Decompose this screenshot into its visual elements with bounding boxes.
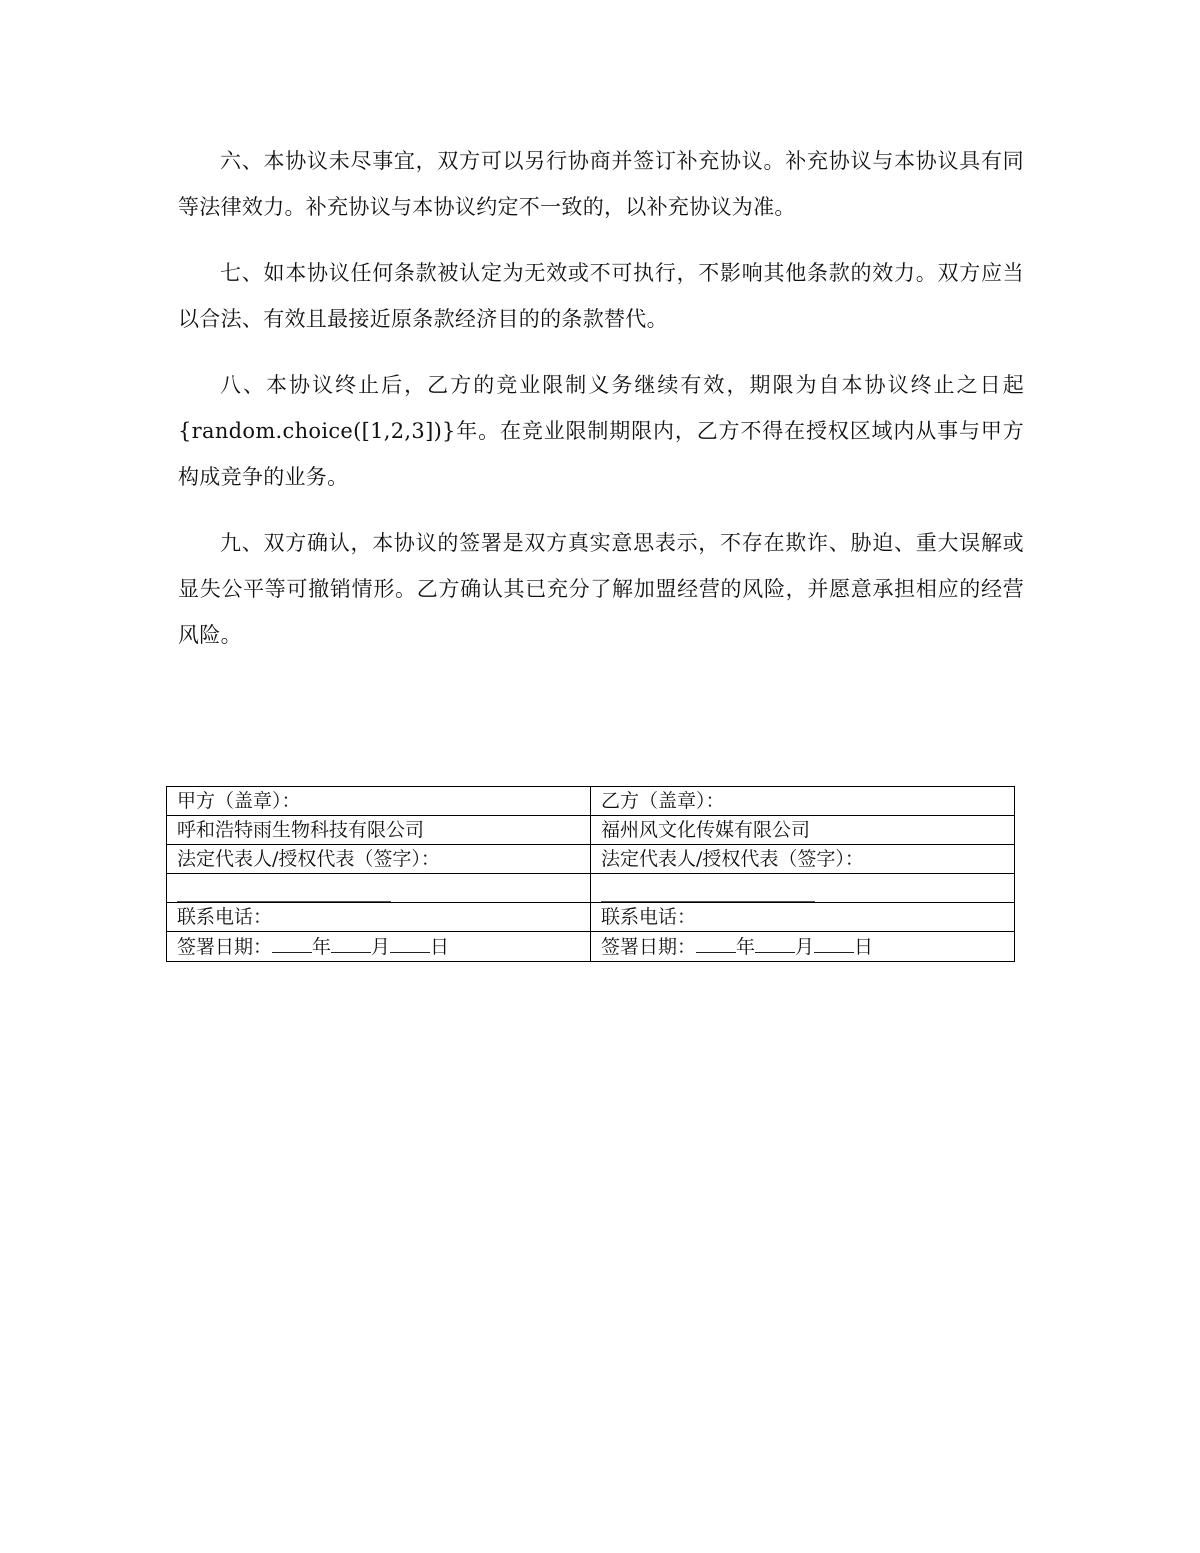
party-a-year-label: 年: [312, 936, 332, 958]
party-a-date-cell: [167, 932, 591, 962]
party-a-phone-label: 联系电话：: [167, 903, 591, 932]
party-b-company: 福州风文化传媒有限公司: [591, 816, 1015, 845]
party-a-day-blank[interactable]: [390, 932, 430, 953]
party-b-date-label: 签署日期：: [601, 936, 697, 958]
party-a-month-label: 月: [371, 936, 391, 958]
party-b-date-cell: [591, 932, 1015, 962]
party-a-day-label: 日: [430, 936, 450, 958]
party-b-year-label: 年: [736, 936, 756, 958]
party-a-seal-label: 甲方（盖章）：: [167, 787, 591, 816]
party-a-company: 呼和浩特雨生物科技有限公司: [167, 816, 591, 845]
company-row: [167, 816, 1015, 845]
phone-row: [167, 903, 1015, 932]
party-a-date-label: 签署日期：: [177, 936, 273, 958]
date-row: [167, 932, 1015, 962]
signature-table: [166, 786, 1015, 962]
party-a-month-blank[interactable]: [331, 932, 371, 953]
clause-8: 八、本协议终止后，乙方的竞业限制义务继续有效，期限为自本协议终止之日起{random.choice([1,2,3])}年。在竞业限制期限内，乙方不得在授权区域内从事与甲方构成竞争的业务。: [178, 373, 1024, 489]
clause-6: 六、本协议未尽事宜，双方可以另行协商并签订补充协议。补充协议与本协议具有同等法律效力。补充协议与本协议约定不一致的，以补充协议为准。: [178, 149, 1024, 219]
party-a-year-blank[interactable]: [272, 932, 312, 953]
party-b-seal-label: 乙方（盖章）：: [591, 787, 1015, 816]
agreement-clauses: [178, 138, 1024, 678]
party-b-phone-label: 联系电话：: [591, 903, 1015, 932]
party-b-month-label: 月: [795, 936, 815, 958]
clause-7: 七、如本协议任何条款被认定为无效或不可执行，不影响其他条款的效力。双方应当以合法、有效且最接近原条款经济目的的条款替代。: [178, 261, 1024, 331]
party-b-day-label: 日: [854, 936, 874, 958]
party-a-signature-cell: [167, 874, 591, 903]
representative-row: [167, 845, 1015, 874]
signature-line-row: [167, 874, 1015, 903]
seal-row: [167, 787, 1015, 816]
clause-9: 九、双方确认，本协议的签署是双方真实意思表示，不存在欺诈、胁迫、重大误解或显失公平等可撤销情形。乙方确认其已充分了解加盟经营的风险，并愿意承担相应的经营风险。: [178, 531, 1024, 647]
party-b-month-blank[interactable]: [755, 932, 795, 953]
party-b-rep-label: 法定代表人/授权代表（签字）：: [591, 845, 1015, 874]
party-a-signature-line[interactable]: [177, 879, 391, 902]
party-b-signature-line[interactable]: [601, 879, 815, 902]
party-b-year-blank[interactable]: [696, 932, 736, 953]
party-b-day-blank[interactable]: [814, 932, 854, 953]
party-a-rep-label: 法定代表人/授权代表（签字）：: [167, 845, 591, 874]
party-b-signature-cell: [591, 874, 1015, 903]
